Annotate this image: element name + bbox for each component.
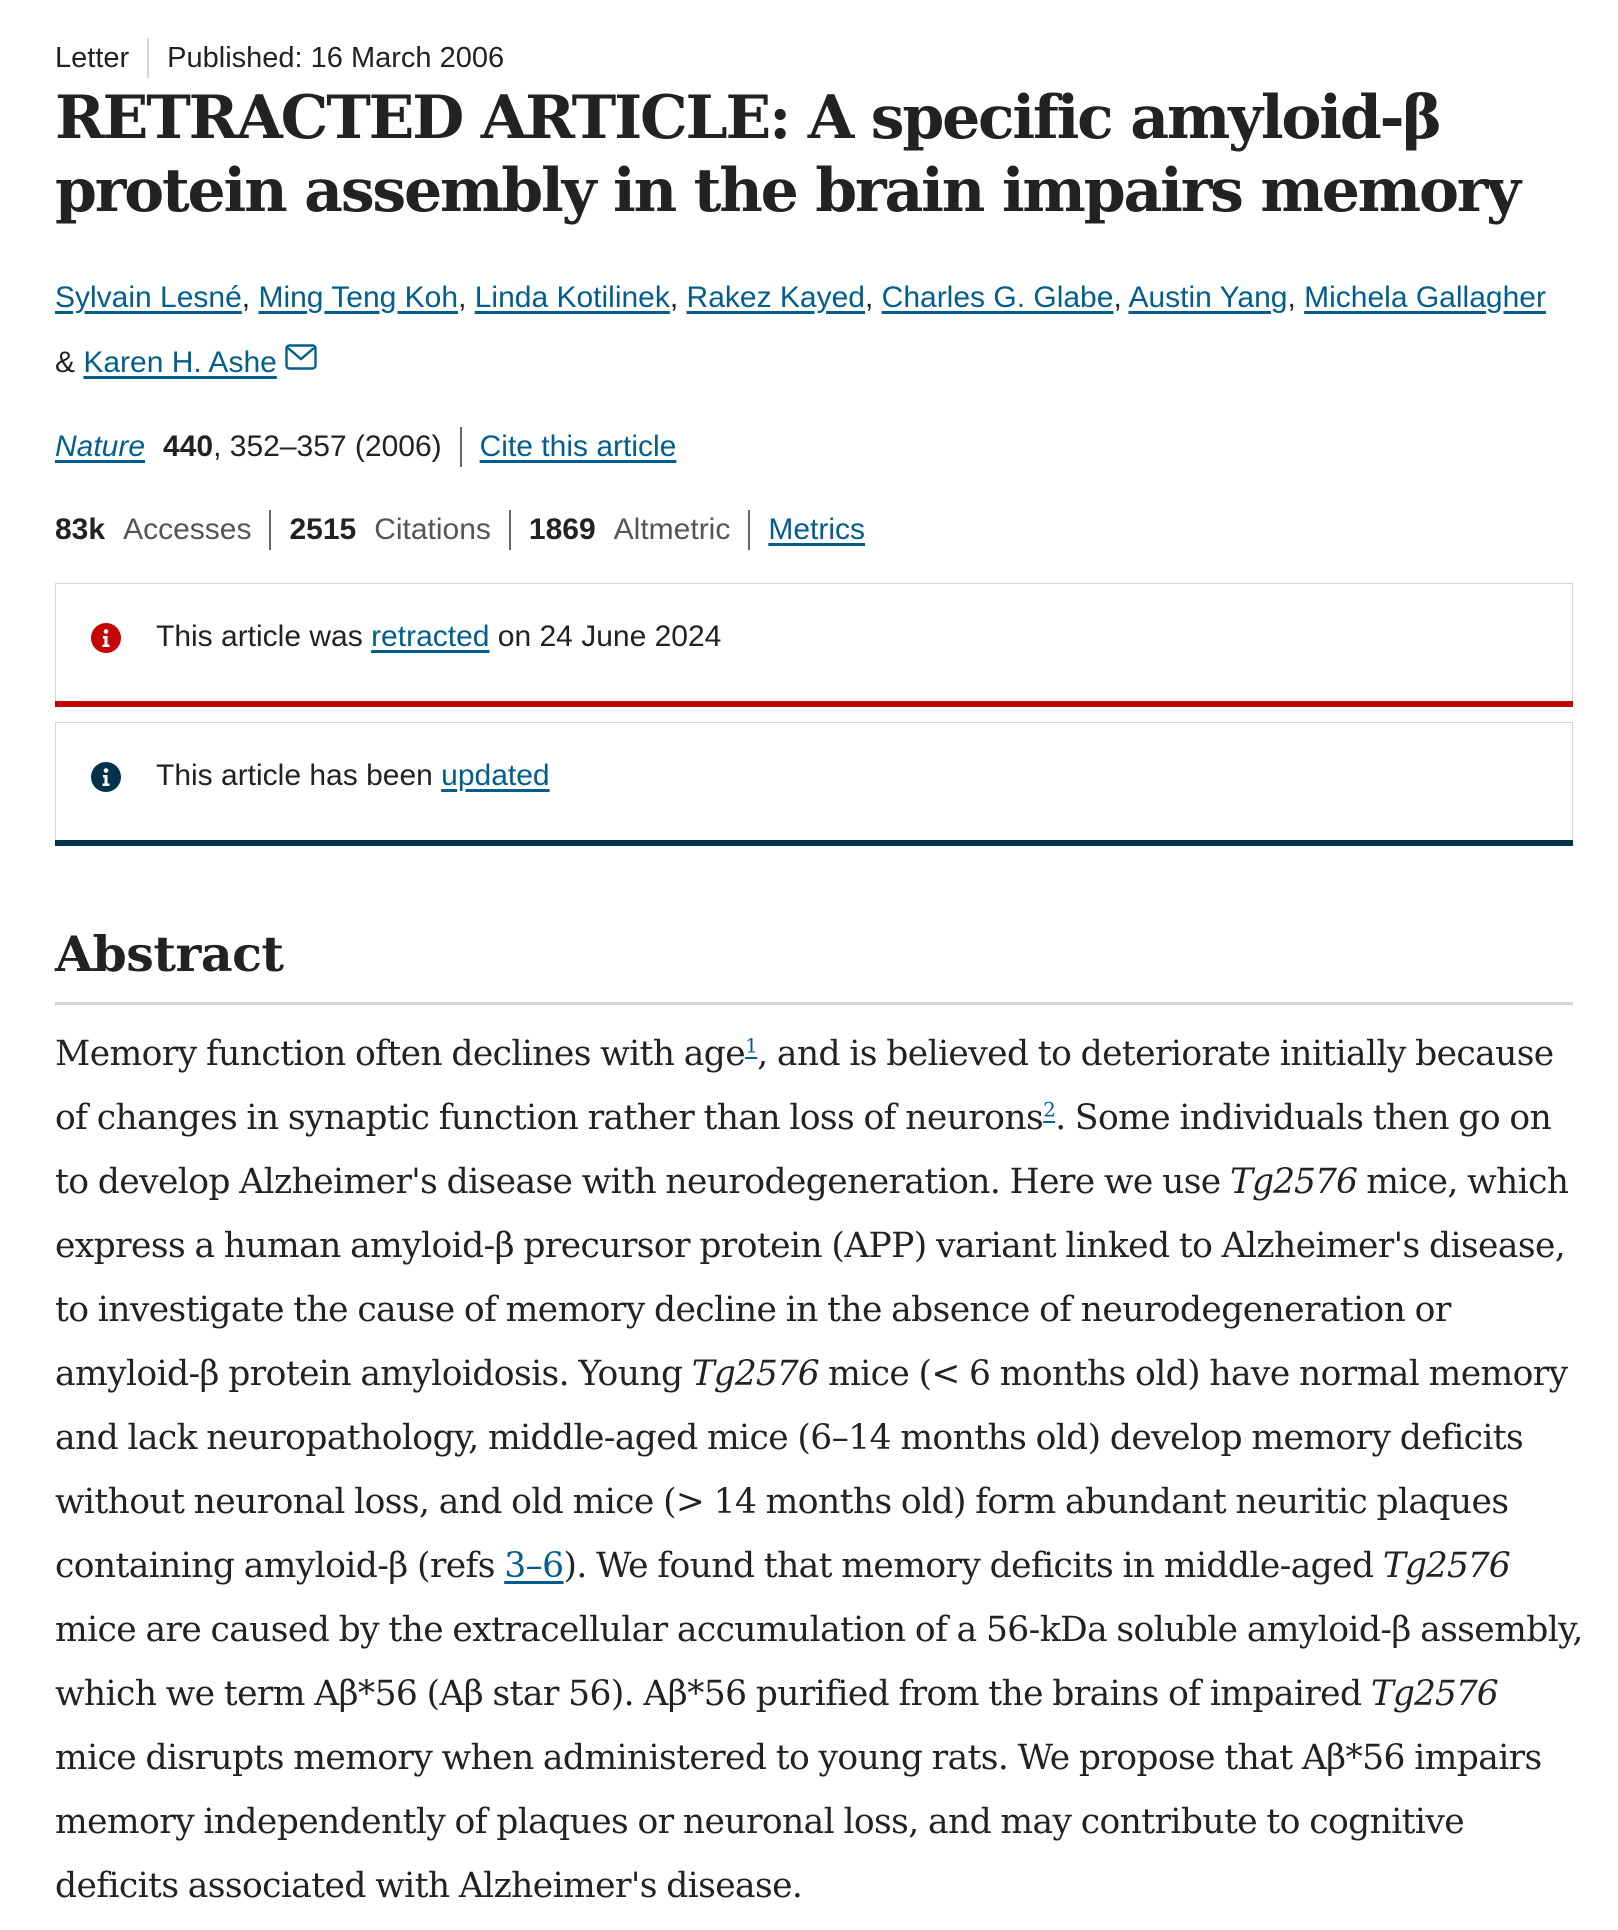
author-link-corresponding[interactable]: Karen H. Ashe — [83, 346, 277, 379]
reference-link[interactable]: 1 — [745, 1033, 758, 1058]
metrics-divider — [269, 510, 271, 550]
cite-article-link[interactable]: Cite this article — [479, 430, 677, 463]
accesses-label: Accesses — [123, 513, 252, 546]
journal-volume: 440 — [163, 430, 214, 463]
abstract-divider — [55, 1002, 1573, 1005]
abstract-text: Memory function often declines with age$^1$, and is believed to deteriorate initially because of changes in synaptic function rather than loss of neurons$^2$. Some individuals then go on to develop Alzheimer's disease with neurodegeneration. Here we use Tg2576 mice, which express a human amyloid-β precursor protein (APP) variant linked to Alzheimer's disease, to investigate the cause of memory decline in the absence of neurodegeneration or amyloid-β protein amyloidosis. Young Tg2576 mice (< 6 months old) have normal memory and lack neuropathology, middle-aged mice (6–14 months old) develop memory deficits without neuronal loss, and old mice (> 14 months old) form abundant neuritic plaques containing amyloid-β (refs 3–6). We found that memory deficits in middle-aged Tg2576 mice are caused by the extracellular accumulation of a 56-kDa soluble amyloid-β assembly, which we term Aβ*56 (Aβ star 56). Aβ*56 purified from the brains of impaired Tg2576 mice disrupts memory when administered to young rats. We propose that Aβ*56 impairs memory independently of plaques or neuronal loss, and may contribute to cognitive deficits associated with Alzheimer's disease. — [55, 1033, 1583, 1906]
published-date: Published: 16 March 2006 — [167, 41, 505, 74]
accesses-count: 83k — [55, 513, 106, 546]
email-icon[interactable] — [285, 329, 317, 392]
metrics-divider — [748, 510, 750, 550]
retraction-notice — [55, 583, 1573, 701]
author-link[interactable]: Rakez Kayed — [686, 281, 865, 314]
citation-divider — [460, 427, 462, 467]
author-link[interactable]: Austin Yang — [1128, 281, 1288, 314]
altmetric-label: Altmetric — [613, 513, 731, 546]
journal-pages: , 352–357 (2006) — [213, 430, 442, 463]
author-link[interactable]: Michela Gallagher — [1304, 281, 1546, 314]
updated-link[interactable]: updated — [441, 759, 550, 792]
metrics-divider — [509, 510, 511, 550]
abstract-heading: Abstract — [55, 925, 284, 983]
reference-link[interactable]: 2 — [1043, 1097, 1056, 1122]
update-text: This article has been updated — [156, 759, 550, 792]
update-notice — [55, 722, 1573, 840]
article-meta — [55, 38, 504, 78]
retraction-text: This article was retracted on 24 June 2024 — [156, 620, 722, 653]
altmetric-count: 1869 — [528, 513, 596, 546]
retraction-accent-bar — [55, 701, 1573, 707]
author-link[interactable]: Charles G. Glabe — [881, 281, 1114, 314]
update-accent-bar — [55, 840, 1573, 846]
citations-count: 2515 — [289, 513, 357, 546]
article-type: Letter — [55, 41, 130, 74]
article-metrics — [55, 508, 865, 552]
author-link[interactable]: Linda Kotilinek — [474, 281, 670, 314]
article-title: RETRACTED ARTICLE: A specific amyloid-β protein assembly in the brain impairs memory — [55, 83, 1519, 226]
meta-divider — [147, 38, 149, 78]
citation-line — [55, 425, 676, 469]
reference-range-link[interactable]: 3–6 — [504, 1546, 564, 1586]
author-link[interactable]: Sylvain Lesné — [55, 281, 242, 314]
journal-link[interactable]: Nature — [55, 430, 146, 463]
alert-info-icon — [90, 622, 122, 659]
author-link[interactable]: Ming Teng Koh — [258, 281, 459, 314]
info-icon — [90, 761, 122, 798]
citations-label: Citations — [374, 513, 491, 546]
author-list: Sylvain Lesné, Ming Teng Koh, Linda Kotilinek, Rakez Kayed, Charles G. Glabe, Austin Yang, Michela Gallagher & Karen H. Ashe — [55, 266, 1555, 394]
retracted-link[interactable]: retracted — [371, 620, 490, 653]
metrics-link[interactable]: Metrics — [768, 513, 866, 546]
